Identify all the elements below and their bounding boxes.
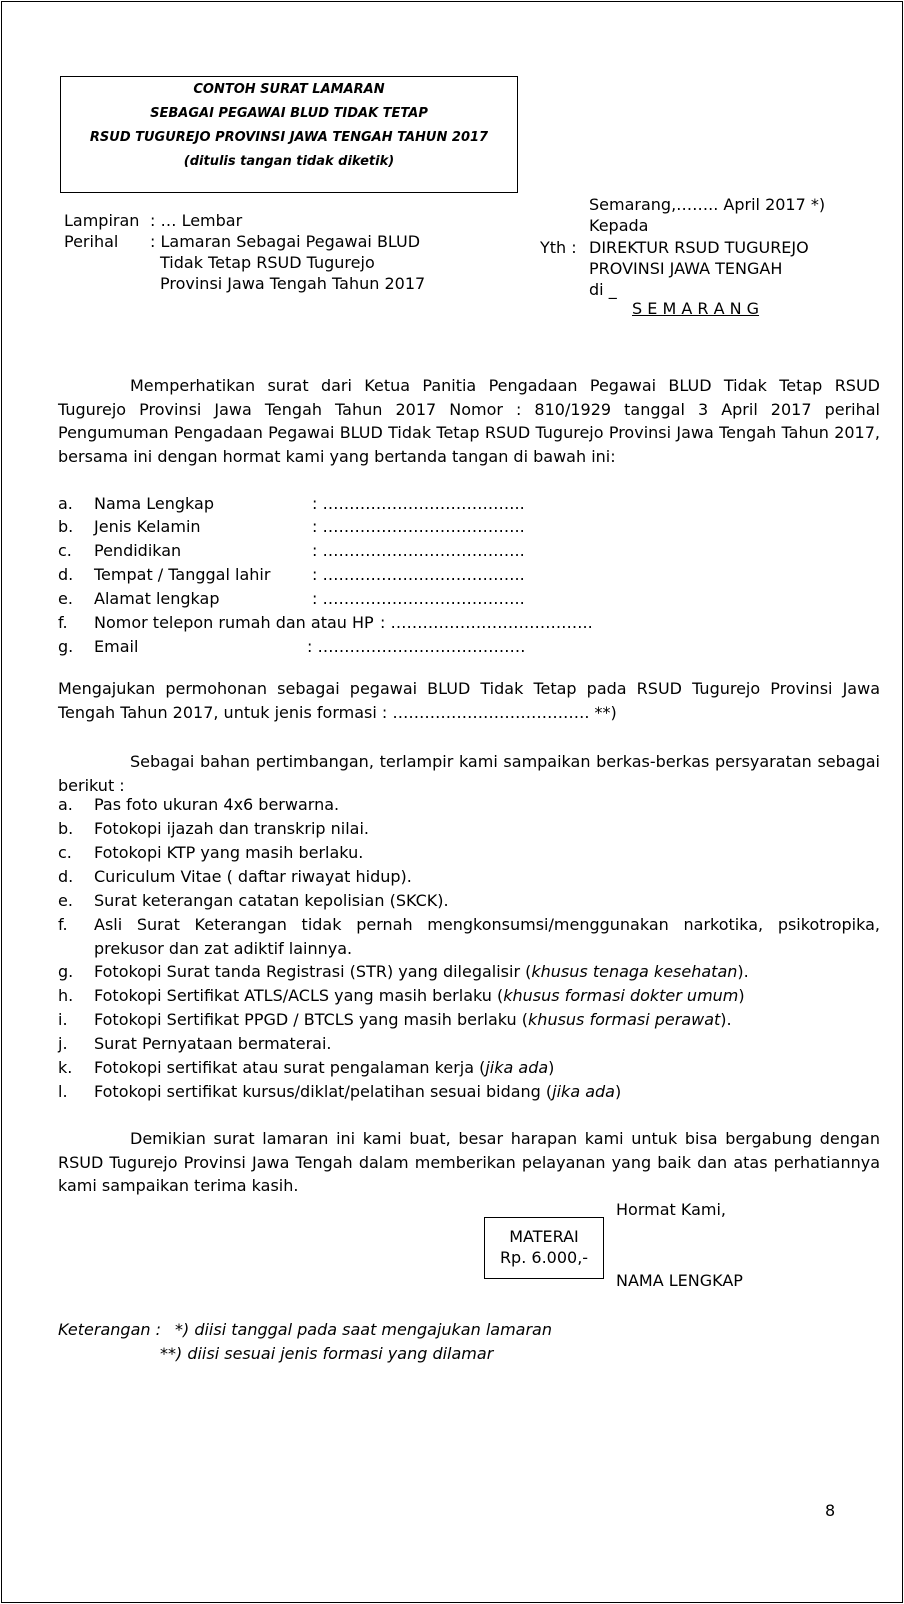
attachment-note: khusus formasi dokter umum: [503, 986, 739, 1005]
title-box: [60, 76, 518, 193]
field-label: Pendidikan: [94, 541, 182, 560]
attachment-text: Fotokopi Surat tanda Registrasi (STR) yang dilegalisir (: [94, 962, 532, 981]
identity-field-row: [58, 517, 658, 537]
attachment-text-wrap: [94, 1080, 880, 1104]
kepada-label: Kepada: [589, 216, 649, 235]
field-value-blank: : ………………………………..: [312, 589, 525, 608]
identity-field-row: [58, 637, 658, 657]
field-value-blank: : ………………………………..: [312, 541, 525, 560]
attachment-text-wrap: [94, 1056, 880, 1080]
attachment-text: Pas foto ukuran 4x6 berwarna.: [94, 795, 340, 814]
identity-field-row: [58, 613, 658, 633]
attachment-item: [58, 817, 880, 841]
attachment-letter: k.: [58, 1058, 73, 1077]
attachment-text-wrap: [94, 1008, 880, 1032]
note-2: **) diisi sesuai jenis formasi yang dilamar: [160, 1344, 494, 1363]
attachment-text: Asli Surat Keterangan tidak pernah mengkonsumsi/menggunakan narkotika, psikotropika, prekusor dan zat adiktif lainnya.: [94, 915, 880, 958]
attachment-text: Fotokopi sertifikat kursus/diklat/pelatihan sesuai bidang (: [94, 1082, 553, 1101]
attachment-item: [58, 793, 880, 817]
attachment-letter: b.: [58, 819, 74, 838]
attachment-item: [58, 841, 880, 865]
attachment-letter: e.: [58, 891, 73, 910]
field-letter: g.: [58, 637, 74, 656]
perihal-line-3: Provinsi Jawa Tengah Tahun 2017: [160, 274, 426, 293]
attachment-item: [58, 1032, 880, 1056]
application-paragraph: Mengajukan permohonan sebagai pegawai BLUD Tidak Tetap pada RSUD Tugurejo Provinsi Jawa Tengah Tahun 2017, untuk jenis formasi : ………………………………. **): [58, 679, 880, 722]
closing-paragraph: Demikian surat lamaran ini kami buat, besar harapan kami untuk bisa bergabung dengan RSUD Tugurejo Provinsi Jawa Tengah dalam memberikan pelayanan yang baik dan atas perhatiannya kami sampaikan terima kasih.: [58, 1129, 880, 1195]
attachment-text-wrap: [94, 865, 880, 889]
materai-line-1: MATERAI: [509, 1227, 579, 1246]
attachment-text-wrap: [94, 793, 880, 817]
field-letter: d.: [58, 565, 74, 584]
recipient-line-2: PROVINSI JAWA TENGAH: [589, 259, 783, 278]
perihal-label: Perihal: [64, 232, 119, 251]
attachment-text-wrap: [94, 889, 880, 913]
attachment-letter: c.: [58, 843, 72, 862]
identity-field-row: [58, 589, 658, 609]
title-line-2: SEBAGAI PEGAWAI BLUD TIDAK TETAP: [150, 106, 428, 121]
attachment-item: [58, 1056, 880, 1080]
attachment-item: [58, 1080, 880, 1104]
perihal-line-1: : Lamaran Sebagai Pegawai BLUD: [150, 232, 421, 251]
attachment-tail: ): [614, 1082, 622, 1101]
title-line-4: (ditulis tangan tidak diketik): [183, 154, 395, 169]
field-letter: b.: [58, 517, 74, 536]
attachment-text: Fotokopi sertifikat atau surat pengalaman kerja (: [94, 1058, 486, 1077]
field-label: Alamat lengkap: [94, 589, 220, 608]
attachment-text: Fotokopi ijazah dan transkrip nilai.: [94, 819, 369, 838]
attachment-tail: ): [548, 1058, 555, 1077]
field-letter: a.: [58, 494, 73, 513]
attachment-text: Surat keterangan catatan kepolisian (SKCK).: [94, 891, 449, 910]
attachment-letter: f.: [58, 915, 68, 934]
attachment-letter: d.: [58, 867, 74, 886]
title-line-1: CONTOH SURAT LAMARAN: [193, 82, 385, 97]
attachment-text-wrap: [94, 960, 880, 984]
field-value-blank: : …………………………………: [307, 637, 526, 656]
materai-stamp-box: [484, 1217, 604, 1279]
attachment-text: Fotokopi Sertifikat ATLS/ACLS yang masih berlaku (: [94, 986, 504, 1005]
attachment-text: Surat Pernyataan bermaterai.: [94, 1034, 332, 1053]
perihal-line-2: Tidak Tetap RSUD Tugurejo: [160, 253, 375, 272]
attachment-letter: i.: [58, 1010, 68, 1029]
page-number: 8: [825, 1501, 836, 1520]
attachment-note: jika ada: [552, 1082, 615, 1101]
field-value-blank: : ………………………………..: [380, 613, 593, 632]
attachment-text: Fotokopi KTP yang masih berlaku.: [94, 843, 364, 862]
attachment-item: [58, 984, 880, 1008]
field-value-blank: : ………………………………..: [312, 517, 525, 536]
field-value-blank: : ………………………………..: [312, 494, 525, 513]
note-1: *) diisi tanggal pada saat mengajukan lamaran: [175, 1320, 552, 1339]
attachment-text-wrap: [94, 913, 880, 960]
field-letter: c.: [58, 541, 72, 560]
attachment-text-wrap: [94, 1032, 880, 1056]
yth-label: Yth :: [540, 238, 577, 257]
field-label: Nomor telepon rumah dan atau HP: [94, 613, 374, 632]
attachment-note: jika ada: [485, 1058, 549, 1077]
title-line-3: RSUD TUGUREJO PROVINSI JAWA TENGAH TAHUN 2017: [89, 130, 489, 145]
attachment-letter: h.: [58, 986, 74, 1005]
attachment-note: khusus formasi perawat: [528, 1010, 721, 1029]
letter-date: Semarang,…….. April 2017 *): [589, 195, 826, 214]
attachment-letter: l.: [58, 1082, 68, 1101]
attachment-tail: ).: [737, 962, 749, 981]
attachment-item: [58, 889, 880, 913]
identity-field-row: [58, 541, 658, 561]
materai-line-2: Rp. 6.000,-: [499, 1248, 589, 1267]
opening-paragraph: Memperhatikan surat dari Ketua Panitia Pengadaan Pegawai BLUD Tidak Tetap RSUD Tugurejo Provinsi Jawa Tengah Tahun 2017 Nomor : 810/1929 tanggal 3 April 2017 perihal Pengumuman Pengadaan Pegawai BLUD Tidak Tetap RSUD Tugurejo Provinsi Jawa Tengah Tahun 2017, bersama ini dengan hormat kami yang bertanda tangan di bawah ini:: [58, 376, 880, 466]
attachment-text-wrap: [94, 841, 880, 865]
signature-greeting: Hormat Kami,: [616, 1200, 726, 1219]
attachment-text: Fotokopi Sertifikat PPGD / BTCLS yang masih berlaku (: [94, 1010, 529, 1029]
attachment-tail: ): [738, 986, 745, 1005]
identity-field-row: [58, 565, 658, 585]
attachment-text-wrap: [94, 817, 880, 841]
recipient-city: S E M A R A N G: [632, 299, 760, 318]
attachment-letter: g.: [58, 962, 74, 981]
attachment-letter: a.: [58, 795, 73, 814]
attachments-intro: Sebagai bahan pertimbangan, terlampir kami sampaikan berkas-berkas persyaratan sebagai berikut :: [58, 752, 880, 795]
field-value-blank: : ………………………………..: [312, 565, 525, 584]
field-letter: f.: [58, 613, 68, 632]
field-label: Tempat / Tanggal lahir: [94, 565, 271, 584]
signature-name: NAMA LENGKAP: [616, 1271, 743, 1290]
attachment-item: [58, 865, 880, 889]
field-label: Jenis Kelamin: [94, 517, 201, 536]
attachment-item: [58, 913, 880, 960]
attachment-tail: ).: [720, 1010, 732, 1029]
attachment-letter: j.: [58, 1034, 68, 1053]
attachment-item: [58, 1008, 880, 1032]
identity-field-row: [58, 494, 658, 514]
attachment-text-wrap: [94, 984, 880, 1008]
field-label: Nama Lengkap: [94, 494, 214, 513]
recipient-di: di _: [589, 280, 617, 299]
field-label: Email: [94, 637, 139, 656]
attachment-item: [58, 960, 880, 984]
attachment-note: khusus tenaga kesehatan: [531, 962, 738, 981]
notes-label: Keterangan :: [58, 1320, 161, 1339]
attachment-text: Curiculum Vitae ( daftar riwayat hidup).: [94, 867, 412, 886]
lampiran-label: Lampiran: [64, 211, 140, 230]
field-letter: e.: [58, 589, 73, 608]
recipient-line-1: DIREKTUR RSUD TUGUREJO: [589, 238, 809, 257]
lampiran-value: : … Lembar: [150, 211, 243, 230]
